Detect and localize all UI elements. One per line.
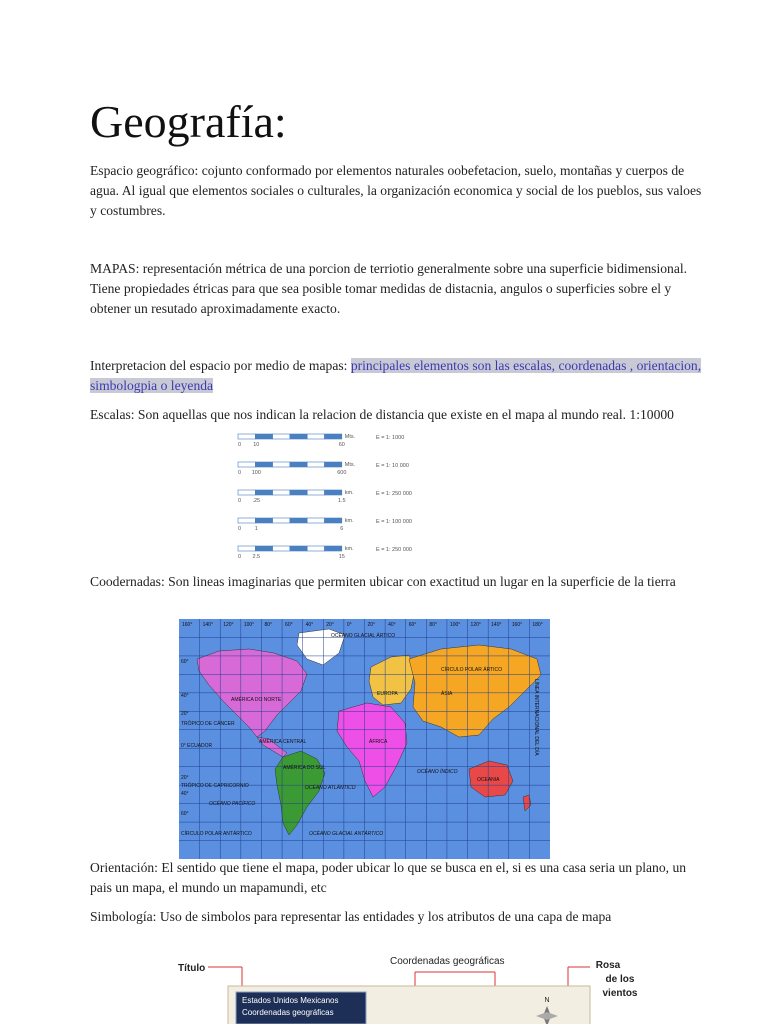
page-title: Geografía: <box>90 96 287 147</box>
longitude-label: 140° <box>202 622 213 628</box>
diagram-box-line-2: Coordenadas geográficas <box>242 1008 334 1017</box>
longitude-label: 140° <box>491 622 502 628</box>
scale-mid-label: 1 <box>254 526 258 532</box>
latitude-label: 0° ECUADOR <box>181 743 213 749</box>
scale-bar-segment <box>307 490 324 495</box>
scale-bar-segment <box>290 546 307 551</box>
diagram-coords-label: Coordenadas geográficas <box>390 956 505 967</box>
scale-bar-segment <box>255 434 272 439</box>
scale-bar-segment <box>238 546 255 551</box>
scale-bar-segment <box>255 518 272 523</box>
ocean-atlantic-label: OCÉANO ATLÁNTICO <box>305 785 356 791</box>
ocean-pacific-label: OCÉANO PACÍFICO <box>209 801 256 807</box>
scale-end-label: 15 <box>338 554 345 560</box>
scale-bar-segment <box>238 462 255 467</box>
scale-end-label: 600 <box>337 470 347 476</box>
ocean-arctic-label: OCÉANO GLACIAL ÁRTICO <box>331 633 396 639</box>
label-asia: ÁSIA <box>441 691 453 697</box>
scale-mid-label: 2.5 <box>252 554 261 560</box>
latitude-label: 40° <box>181 791 189 797</box>
interpretacion-text: Interpretacion del espacio por medio de mapas: <box>90 358 351 373</box>
scale-ratio-label: E = 1: 100 000 <box>376 519 412 525</box>
scale-bar-segment <box>273 434 290 439</box>
diagram-box-line-1: Estados Unidos Mexicanos <box>242 996 339 1005</box>
scale-unit-label: km. <box>344 546 354 552</box>
longitude-label: 100° <box>449 622 461 628</box>
tropic-cancer-label: TRÓPICO DE CÁNCER <box>181 721 235 727</box>
diagram-rose-label-3: vientos <box>602 988 638 999</box>
paragraph-coordenadas: Coodernadas: Son lineas imaginarias que permiten ubicar con exactitud un lugar en la superficie de la tierra <box>90 574 676 589</box>
longitude-label: 120° <box>470 622 481 628</box>
compass-north-label: N <box>544 997 550 1004</box>
world-map-figure <box>179 619 550 859</box>
scale-mid-label: .25 <box>252 498 261 504</box>
scale-bar-segment <box>290 518 307 523</box>
scale-bar-segment <box>238 434 255 439</box>
scale-ratio-label: E = 1: 250 000 <box>376 547 412 553</box>
longitude-label: 40° <box>305 622 314 628</box>
scale-bars-figure <box>230 430 420 570</box>
scale-start-label: 0 <box>238 498 242 504</box>
scale-bar-segment <box>307 546 324 551</box>
scale-ratio-label: E = 1: 1000 <box>376 435 405 441</box>
scale-bar-segment <box>325 462 342 467</box>
scale-ratio-label: E = 1: 250 000 <box>376 491 412 497</box>
paragraph-orientacion: Orientación: El sentido que tiene el mapa, poder ubicar lo que se busca en el, si es una casa seria un plano, un pais un mapa, el mundo un mapamundi, etc <box>90 860 687 895</box>
longitude-label: 0° <box>346 622 352 628</box>
scale-bar-segment <box>307 434 324 439</box>
highlighted-text: principales elementos son las escalas, coordenadas , orientacion, simbologpia o leyenda <box>90 358 702 393</box>
latitude-label: 20° <box>181 775 189 781</box>
latitude-label: 60° <box>181 811 189 817</box>
scale-bar-segment <box>307 518 324 523</box>
scale-bar-segment <box>325 546 342 551</box>
scale-bar-segment <box>273 490 290 495</box>
scale-start-label: 0 <box>238 554 242 560</box>
label-central-america: AMÉRICA CENTRAL <box>259 739 307 745</box>
paragraph-interpretacion <box>90 356 710 396</box>
longitude-label: 20° <box>367 622 376 628</box>
longitude-label: 100° <box>243 622 255 628</box>
antarctic-circle-label: CÍRCULO POLAR ANTÁRTICO <box>181 831 252 837</box>
scale-bar-segment <box>290 462 307 467</box>
scale-bar-segment <box>290 434 307 439</box>
scale-bar-segment <box>290 490 307 495</box>
label-oceania: OCEANIA <box>477 777 500 783</box>
scale-bar-segment <box>273 546 290 551</box>
longitude-label: 120° <box>223 622 234 628</box>
longitude-label: 180° <box>532 622 543 628</box>
ocean-antarctic-label: OCÉANO GLACIAL ANTÁRTICO <box>309 831 384 837</box>
scale-unit-label: Mts. <box>344 434 356 440</box>
scale-bar-segment <box>255 546 272 551</box>
paragraph-espacio: Espacio geográfico: cojunto conformado por elementos naturales oobefetacion, suelo, montañas y cuerpos de agua. Al igual que elementos sociales o culturales, la organización economica y social de los pueblos, sus valoes y costumbres. <box>90 163 702 218</box>
longitude-label: 160° <box>511 622 523 628</box>
scale-end-label: 60 <box>338 442 345 448</box>
diagram-rose-label-1: Rosa <box>595 960 621 971</box>
longitude-label: 40° <box>388 622 396 628</box>
label-africa: ÁFRICA <box>369 739 388 745</box>
scale-start-label: 0 <box>238 526 242 532</box>
scale-bar-segment <box>255 462 272 467</box>
label-europe: EUROPA <box>377 691 398 697</box>
label-north-america: AMÉRICA DO NORTE <box>231 697 282 703</box>
scale-unit-label: Mts. <box>344 462 356 468</box>
longitude-label: 160° <box>182 622 193 628</box>
latitude-label: 60° <box>181 659 189 665</box>
scale-bar-segment <box>255 490 272 495</box>
diagram-title-label: Título <box>178 963 206 974</box>
latitude-label: 20° <box>181 711 189 717</box>
date-line-label: LÍNEA INTERNACIONAL DEL DÍA <box>533 679 539 756</box>
paragraph-simbologia: Simbología: Uso de simbolos para representar las entidades y los atributos de una capa de mapa <box>90 909 612 924</box>
longitude-label: 60° <box>285 622 293 628</box>
scale-bar-segment <box>238 490 255 495</box>
tropic-capricorn-label: TRÓPICO DE CAPRICORNIO <box>181 783 249 789</box>
arctic-circle-label: CÍRCULO POLAR ÁRTICO <box>441 667 503 673</box>
longitude-label: 20° <box>326 622 334 628</box>
scale-mid-label: 100 <box>251 470 261 476</box>
scale-bar-segment <box>325 518 342 523</box>
diagram-rose-label-2: de los <box>605 974 635 985</box>
longitude-label: 60° <box>408 622 417 628</box>
scale-start-label: 0 <box>238 442 242 448</box>
scale-ratio-label: E = 1: 10 000 <box>376 463 409 469</box>
paragraph-mapas: MAPAS: representación métrica de una porcion de terriotio generalmente sobre una superficie bidimensional. Tiene propiedades étricas para que sea posible tomar medidas de distacnia, angulos o superficies sobre el y obtener un resutado aproximadamente exacto. <box>90 261 688 316</box>
scale-unit-label: km. <box>344 518 354 524</box>
label-south-america: AMÉRICA DO SUL <box>283 765 326 771</box>
scale-bar-segment <box>238 518 255 523</box>
latitude-label: 40° <box>181 693 189 699</box>
scale-bar-segment <box>325 434 342 439</box>
scale-end-label: 1.5 <box>337 498 346 504</box>
symbology-diagram <box>170 950 650 1024</box>
scale-bar-segment <box>273 518 290 523</box>
scale-bar-segment <box>273 462 290 467</box>
paragraph-escalas: Escalas: Son aquellas que nos indican la relacion de distancia que existe en el mapa al mundo real. 1:10000 <box>90 407 674 422</box>
ocean-indian-label: OCÉANO ÍNDICO <box>417 769 458 775</box>
scale-bar-segment <box>325 490 342 495</box>
scale-bar-segment <box>307 462 324 467</box>
longitude-label: 80° <box>264 622 273 628</box>
scale-start-label: 0 <box>238 470 242 476</box>
scale-unit-label: km. <box>344 490 354 496</box>
scale-end-label: 6 <box>340 526 344 532</box>
scale-mid-label: 10 <box>253 442 260 448</box>
longitude-label: 80° <box>429 622 437 628</box>
